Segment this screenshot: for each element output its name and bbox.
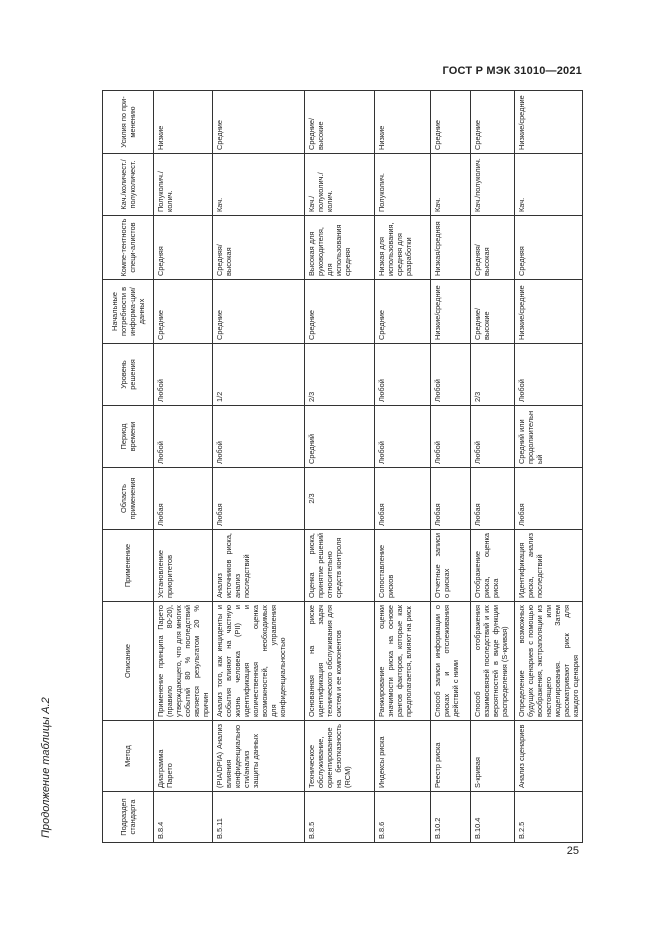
cell-effort: Средние: [431, 91, 471, 154]
cell-info-needs: Низкие/средние: [431, 280, 471, 344]
col-header-method: Метод: [103, 721, 154, 792]
cell-expertise: Средняя: [515, 216, 583, 280]
cell-section: B.5.11: [213, 792, 305, 843]
col-header-scope: Область применения: [103, 468, 154, 530]
cell-application: Сопоставление рисков: [375, 530, 431, 602]
cell-qual-quant: Кач.: [213, 154, 305, 216]
table-header-row: [103, 91, 154, 843]
col-header-section: Подраздел стандарта: [103, 792, 154, 843]
cell-expertise: Средняя/высокая: [213, 216, 305, 280]
cell-expertise: Низкая/средняя: [431, 216, 471, 280]
cell-qual-quant: Кач.: [431, 154, 471, 216]
cell-time-period: Любой: [431, 406, 471, 468]
risk-methods-table: [102, 90, 583, 843]
cell-time-period: Любой: [375, 406, 431, 468]
cell-section: B.10.4: [471, 792, 515, 843]
cell-info-needs: Средние: [213, 280, 305, 344]
table-body: [154, 91, 583, 843]
col-header-expertise: Компе-тентность специ-алистов: [103, 216, 154, 280]
rotated-table-container: [102, 91, 581, 843]
cell-effort: Низкие/средние: [515, 91, 583, 154]
cell-effort: Низкие: [154, 91, 213, 154]
cell-description: Анализ того, как инциденты и события влияют на частную жизнь человека (PII) и идентификация и количественная оценка возможностей, необходимых для управления конфиденциальностью: [213, 602, 305, 721]
cell-decision-level: 1/2: [213, 344, 305, 406]
col-header-application: Применение: [103, 530, 154, 602]
cell-description: Определение возможных будущих сценариев с помощью воображения, экстраполяции из настоящего или моделирования. Затем рассматривают риск для каждого сценария: [515, 602, 583, 721]
cell-application: Отчетные записи о рисках: [431, 530, 471, 602]
table-row: [154, 91, 213, 843]
cell-application: Анализ источников риска, анализ последствий: [213, 530, 305, 602]
cell-decision-level: Любой: [154, 344, 213, 406]
table-row: [375, 91, 431, 843]
table-row: [515, 91, 583, 843]
cell-method: Анализ сценариев: [515, 721, 583, 792]
cell-info-needs: Средние/высокие: [471, 280, 515, 344]
cell-qual-quant: Полуколич.: [375, 154, 431, 216]
table-row: [305, 91, 375, 843]
cell-decision-level: 2/3: [471, 344, 515, 406]
cell-description: Применение принципа Парето (правило 80-20), утверждающего, что для многих событий 80 % последствий является результатом 20 % причин: [154, 602, 213, 721]
cell-section: B.2.5: [515, 792, 583, 843]
table-header: [103, 91, 154, 843]
cell-info-needs: Средние: [305, 280, 375, 344]
cell-decision-level: 2/3: [305, 344, 375, 406]
cell-application: Установление приоритетов: [154, 530, 213, 602]
cell-decision-level: Любой: [431, 344, 471, 406]
cell-method: Диаграмма Парето: [154, 721, 213, 792]
col-header-qual-quant: Кач./количест./полуколичест.: [103, 154, 154, 216]
table-row: [471, 91, 515, 843]
cell-section: B.8.4: [154, 792, 213, 843]
cell-qual-quant: Кач.: [515, 154, 583, 216]
cell-decision-level: Любой: [515, 344, 583, 406]
cell-time-period: Любой: [213, 406, 305, 468]
table-row: [431, 91, 471, 843]
cell-expertise: Низкая для использования, средняя для разработки: [375, 216, 431, 280]
col-header-decision-level: Уровень решения: [103, 344, 154, 406]
cell-info-needs: Средние: [154, 280, 213, 344]
cell-description: Ранжирование оценки значимости риска на основе рангов факторов, которые как предполагается, влияют на риск: [375, 602, 431, 721]
cell-description: Основанная на риске идентификация задач технического обслуживания для систем и ее компонентов: [305, 602, 375, 721]
cell-scope: Любая: [471, 468, 515, 530]
cell-effort: Средние: [471, 91, 515, 154]
col-header-info-needs: Начальные потребности в информа-ции/данных: [103, 280, 154, 344]
cell-method: Реестр риска: [431, 721, 471, 792]
cell-expertise: Средняя/высокая: [471, 216, 515, 280]
cell-application: Оценка риска, принятие решений относительно средств контроля: [305, 530, 375, 602]
col-header-time-period: Период времени: [103, 406, 154, 468]
cell-info-needs: Средние: [375, 280, 431, 344]
cell-info-needs: Низкие/средние: [515, 280, 583, 344]
cell-expertise: Высокая для руководителя, для использования средняя: [305, 216, 375, 280]
table-row: [213, 91, 305, 843]
cell-qual-quant: Кач./полуколич./колич.: [305, 154, 375, 216]
cell-time-period: Средний или продолжительный: [515, 406, 583, 468]
cell-time-period: Средний: [305, 406, 375, 468]
cell-method: Техническое обслуживание, ориентированное на безотказность (RCM): [305, 721, 375, 792]
col-header-description: Описание: [103, 602, 154, 721]
cell-scope: Любая: [154, 468, 213, 530]
cell-description: Способ записи информации о рисках и отслеживания действий с ними: [431, 602, 471, 721]
cell-scope: Любая: [515, 468, 583, 530]
cell-scope: Любая: [375, 468, 431, 530]
page-number: 25: [566, 845, 579, 857]
cell-section: B.10.2: [431, 792, 471, 843]
cell-method: (PIA/DPIA) Анализ влияния конфиденциальности/анализ защиты данных: [213, 721, 305, 792]
table-continuation-caption: Продолжение таблицы А.2: [40, 697, 52, 838]
cell-scope: Любая: [213, 468, 305, 530]
cell-application: Идентификация риска, анализ последствий: [515, 530, 583, 602]
cell-scope: Любая: [431, 468, 471, 530]
cell-effort: Низкие: [375, 91, 431, 154]
cell-time-period: Любой: [471, 406, 515, 468]
cell-effort: Средние: [213, 91, 305, 154]
cell-qual-quant: Полуколич./колич.: [154, 154, 213, 216]
cell-section: B.8.5: [305, 792, 375, 843]
cell-method: Индексы риска: [375, 721, 431, 792]
col-header-effort: Усилия по при-менению: [103, 91, 154, 154]
cell-decision-level: Любой: [375, 344, 431, 406]
cell-expertise: Средняя: [154, 216, 213, 280]
cell-method: S-кривая: [471, 721, 515, 792]
cell-qual-quant: Кач./полуколич.: [471, 154, 515, 216]
cell-scope: 2/3: [305, 468, 375, 530]
document-standard-header: ГОСТ Р МЭК 31010—2021: [442, 65, 582, 77]
cell-section: B.8.6: [375, 792, 431, 843]
cell-application: Отображение риска, оценка риска: [471, 530, 515, 602]
cell-description: Способ отображения взаимосвязей последствий и их вероятностей в виде функции распределения (S-кривая): [471, 602, 515, 721]
cell-time-period: Любой: [154, 406, 213, 468]
cell-effort: Средние/высокие: [305, 91, 375, 154]
